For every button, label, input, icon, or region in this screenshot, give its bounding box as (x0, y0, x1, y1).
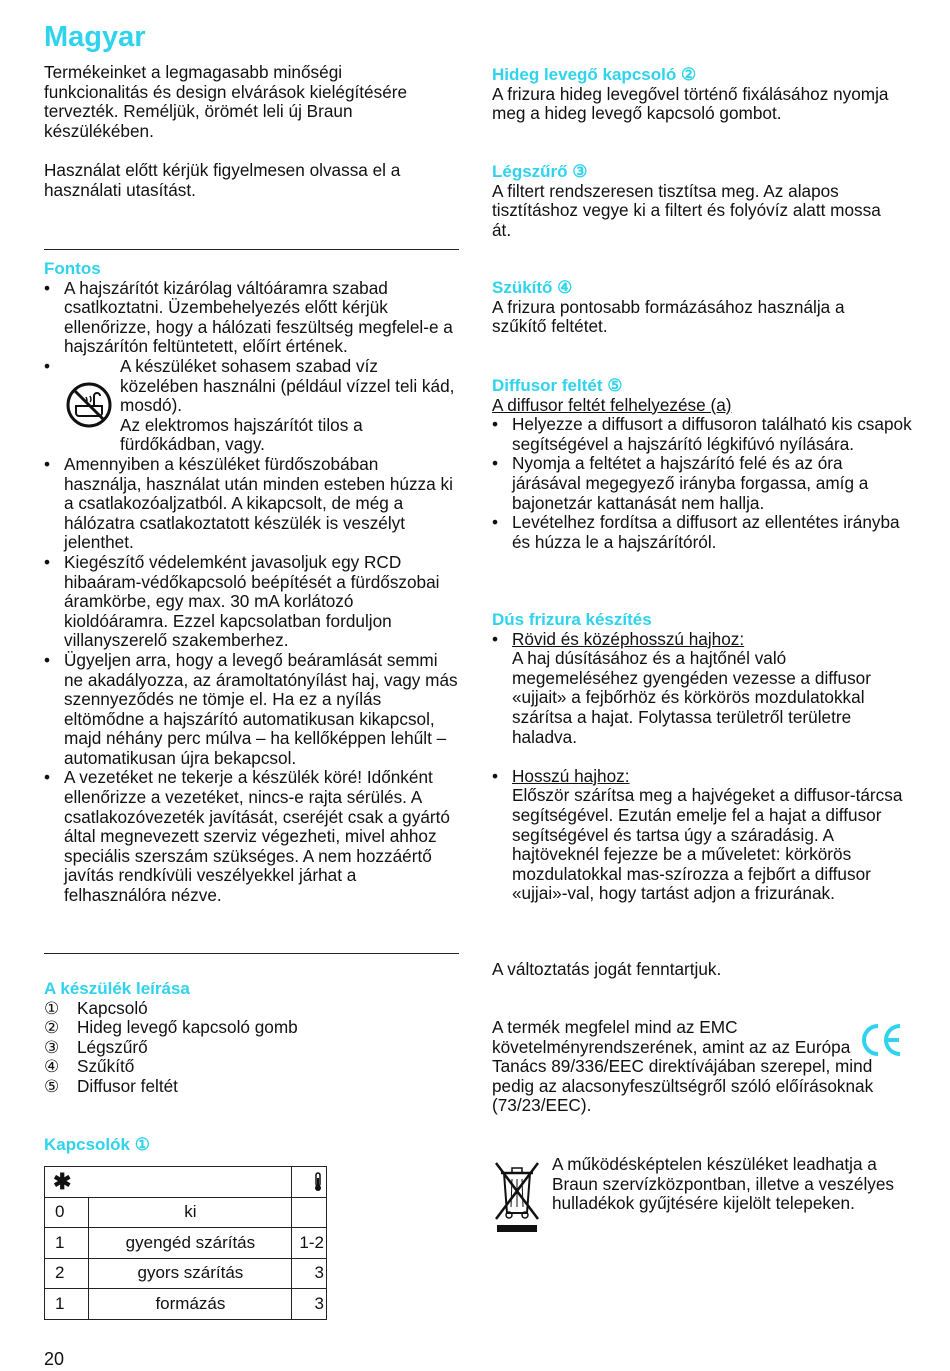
rights-note: A változtatás jogát fenntartjuk. (492, 959, 722, 979)
leiras-section (44, 979, 460, 1097)
short-hair-text: A haj dúsításához és a hajtőnél való megemeléséhez gyengéden vezesse a diffusor «ujjait» a fejbőrhöz és körkörös mozdulatokkal szárítsa a hajat. Folytassa területről területre haladva. (512, 648, 871, 747)
crossed-bin-icon (492, 1157, 542, 1235)
mode-cell: gyengéd szárítás (89, 1228, 292, 1259)
ce-mark-icon (858, 1020, 904, 1060)
divider-top (44, 249, 459, 250)
list-item (492, 454, 912, 513)
fan-icon: ✱ (45, 1167, 292, 1198)
part-number: ④ (44, 1056, 60, 1077)
divider-bottom (44, 953, 459, 954)
fontos-item-text: Kiegészítő védelemként javasoljuk egy RCD hibaáram-védőkapcsoló beépítését a fürdőszobai áramkörbe, egy max. 30 mA korlátozó kioldóáramra. Ezzel kapcsolatban forduljon villanyszerelő szakemberhez. (64, 551, 440, 651)
list-item (492, 513, 912, 552)
list-item (492, 415, 912, 454)
hideg-section (492, 65, 902, 124)
part-label: Légszűrő (77, 1036, 148, 1057)
szukito-heading: Szükítő ④ (492, 278, 573, 297)
fontos-item-text: Amennyiben a készüléket fürdőszobában használja, használat után minden esteben húzza ki a csatlakozóaljzatból. A kikapcsolt, de még a hálózatra csatlakoztatott készülék is veszélyt jelenthet. (64, 453, 453, 553)
page-number: 20 (44, 1349, 65, 1369)
part-number: ⑤ (44, 1075, 60, 1096)
switch-table (44, 1166, 327, 1320)
kapcsolok-heading: Kapcsolók ① (44, 1135, 150, 1154)
heat-cell: 1-2 (292, 1228, 327, 1259)
weee-text: A működésképtelen készüléket leadhatja a Braun szervízközpontban, illetve a veszélyes hulladékok gyűjtésére kijelölt telepeken. (552, 1154, 895, 1214)
legszuro-section (492, 162, 902, 240)
part-label: Kapcsoló (77, 997, 148, 1018)
diffusor-item-text: Nyomja a feltétet a hajszárító felé és az óra járásával megegyező irányba forgassa, amíg a bajonetzár kattanását nem hallja. (512, 453, 869, 513)
diffusor-item-text: Levételhez fordítsa a diffusort az ellentétes irányba és húzza le a hajszárítóról. (512, 512, 900, 552)
table-row (45, 1289, 327, 1320)
heat-cell: 3 (292, 1258, 327, 1289)
mode-cell: gyors szárítás (89, 1258, 292, 1289)
szukito-text: A frizura pontosabb formázásához használja a szűkítő feltétet. (492, 296, 845, 337)
list-item (44, 1038, 460, 1058)
legszuro-heading: Légszűrő ③ (492, 162, 588, 181)
part-label: Diffusor feltét (77, 1075, 178, 1096)
diffusor-subheading: A diffusor feltét felhelyezése (a) (492, 394, 732, 415)
list-item (44, 1057, 460, 1077)
list-item (44, 768, 460, 905)
heat-cell: 3 (292, 1289, 327, 1320)
hideg-heading: Hideg levegő kapcsoló ② (492, 65, 697, 84)
heat-cell (292, 1197, 327, 1228)
fontos-item-text: A készüléket sohasem szabad víz közelében használni (például vízzel teli kád, mosdó). (120, 355, 455, 416)
setting-cell: 0 (45, 1197, 89, 1228)
list-item (44, 455, 460, 553)
fontos-item-text: Az elektromos hajszárítót tilos a fürdőkádban, vagy. (120, 414, 363, 455)
setting-cell: 1 (45, 1228, 89, 1259)
fontos-item-text: A hajszárítót kizárólag váltóáramra szabad csatlkoztatni. Üzembehelyezés előtt kérjük ellenőrizze, hogy a hálózati feszültség megfelel-e a hajszárítón feltüntetett, előírt értének. (64, 277, 453, 357)
page-title: Magyar (44, 21, 146, 53)
intro-paragraph-1: Termékeinket a legmagasabb minőségi funkcionalitás és design elvárások kielégítésére tervezték. Reméljük, örömét leli új Braun készülékében. (44, 62, 408, 141)
setting-cell: 2 (45, 1258, 89, 1289)
diffusor-heading: Diffusor feltét ⑤ (492, 376, 623, 395)
table-row (45, 1167, 327, 1198)
list-item (44, 1018, 460, 1038)
intro-paragraph-2: Használat előtt kérjük figyelmesen olvassa el a használati utasítást. (44, 160, 401, 200)
diffusor-list (492, 415, 912, 552)
list-item (44, 553, 460, 651)
part-label: Hideg levegő kapcsoló gomb (77, 1017, 298, 1038)
mode-cell: ki (89, 1197, 292, 1228)
table-row (45, 1197, 327, 1228)
fontos-heading: Fontos (44, 259, 101, 278)
no-water-bath-icon (64, 380, 114, 430)
fontos-list (44, 279, 460, 906)
short-hair-label: Rövid és középhosszú hajhoz: (512, 628, 745, 649)
part-number: ③ (44, 1036, 60, 1057)
dus-heading: Dús frizura készítés (492, 610, 652, 629)
dus-list (492, 630, 912, 904)
table-row (45, 1228, 327, 1259)
emc-text: A termék megfelel mind az EMC követelményrendszerének, amint az az Európa Tanács 89/336/EEC direktívájában szerepel, mind pedig az alacsonyfeszültségről szóló előírásoknak (73/23/EEC). (492, 1017, 874, 1116)
leiras-heading: A készülék leírása (44, 979, 190, 998)
part-number: ② (44, 1017, 60, 1038)
szukito-section (492, 278, 902, 337)
parts-list (44, 999, 460, 1097)
hideg-text: A frizura hideg levegővel történő fixálásához nyomja meg a hideg levegő kapcsoló gombot. (492, 83, 889, 124)
long-hair-text: Először szárítsa meg a hajvégeket a diffusor-tárcsa segítségével. Ezután emelje fel a hajat a diffusor segítségével és tartsa úgy a száradásig. A hajtöveknél fejezze be a műveletet: körkörös mozdulatokkal mas-szírozza a fejbőrt a diffusor «ujjai»-val, hogy tartást adjon a frizurának. (512, 785, 903, 904)
diffusor-section (492, 376, 912, 552)
part-label: Szűkítő (77, 1056, 135, 1077)
legszuro-text: A filtert rendszeresen tisztítsa meg. Az alapos tisztításhoz vegye ki a filtert és folyóvíz alatt mossa át. (492, 180, 881, 240)
fontos-section (44, 259, 460, 906)
long-hair-label: Hosszú hajhoz: (512, 765, 630, 786)
list-item (492, 767, 912, 904)
setting-cell: 1 (45, 1289, 89, 1320)
diffusor-item-text: Helyezze a diffusort a diffusoron található kis csapok segítségével a hajszárító légkifúvó nyílására. (512, 414, 912, 454)
fontos-item-text: A vezetéket ne tekerje a készülék köré! Időnként ellenőrizze a vezetéket, nincs-e rajta sérülés. A csatlakozóvezeték javítását, cseréjét csak a gyártó által megnevezett szerviz végezheti, mivel ahhoz speciális szerszám szükséges. A nem hozzáértő javítás rendkívüli veszélyekkel járhat a felhasználóra nézve. (64, 767, 450, 906)
mode-cell: formázás (89, 1289, 292, 1320)
dus-section (492, 610, 912, 904)
list-item (44, 1077, 460, 1097)
list-item (44, 279, 460, 357)
list-item (492, 630, 912, 748)
list-item (44, 651, 460, 769)
table-row (45, 1258, 327, 1289)
part-number: ① (44, 997, 60, 1018)
thermometer-icon (292, 1167, 327, 1198)
fontos-item-text: Ügyeljen arra, hogy a levegő beáramlását semmi ne akadályozza, az áramoltatónyílást haj, vagy más szennyeződés ne tömje el. Ha ez a nyílás eltömődne a hajszárító automatikusan kikapcsol, majd néhány perc múlva – ha kellőképpen lehűlt – automatikusan újra bekapcsol. (64, 649, 458, 768)
list-item (44, 999, 460, 1019)
